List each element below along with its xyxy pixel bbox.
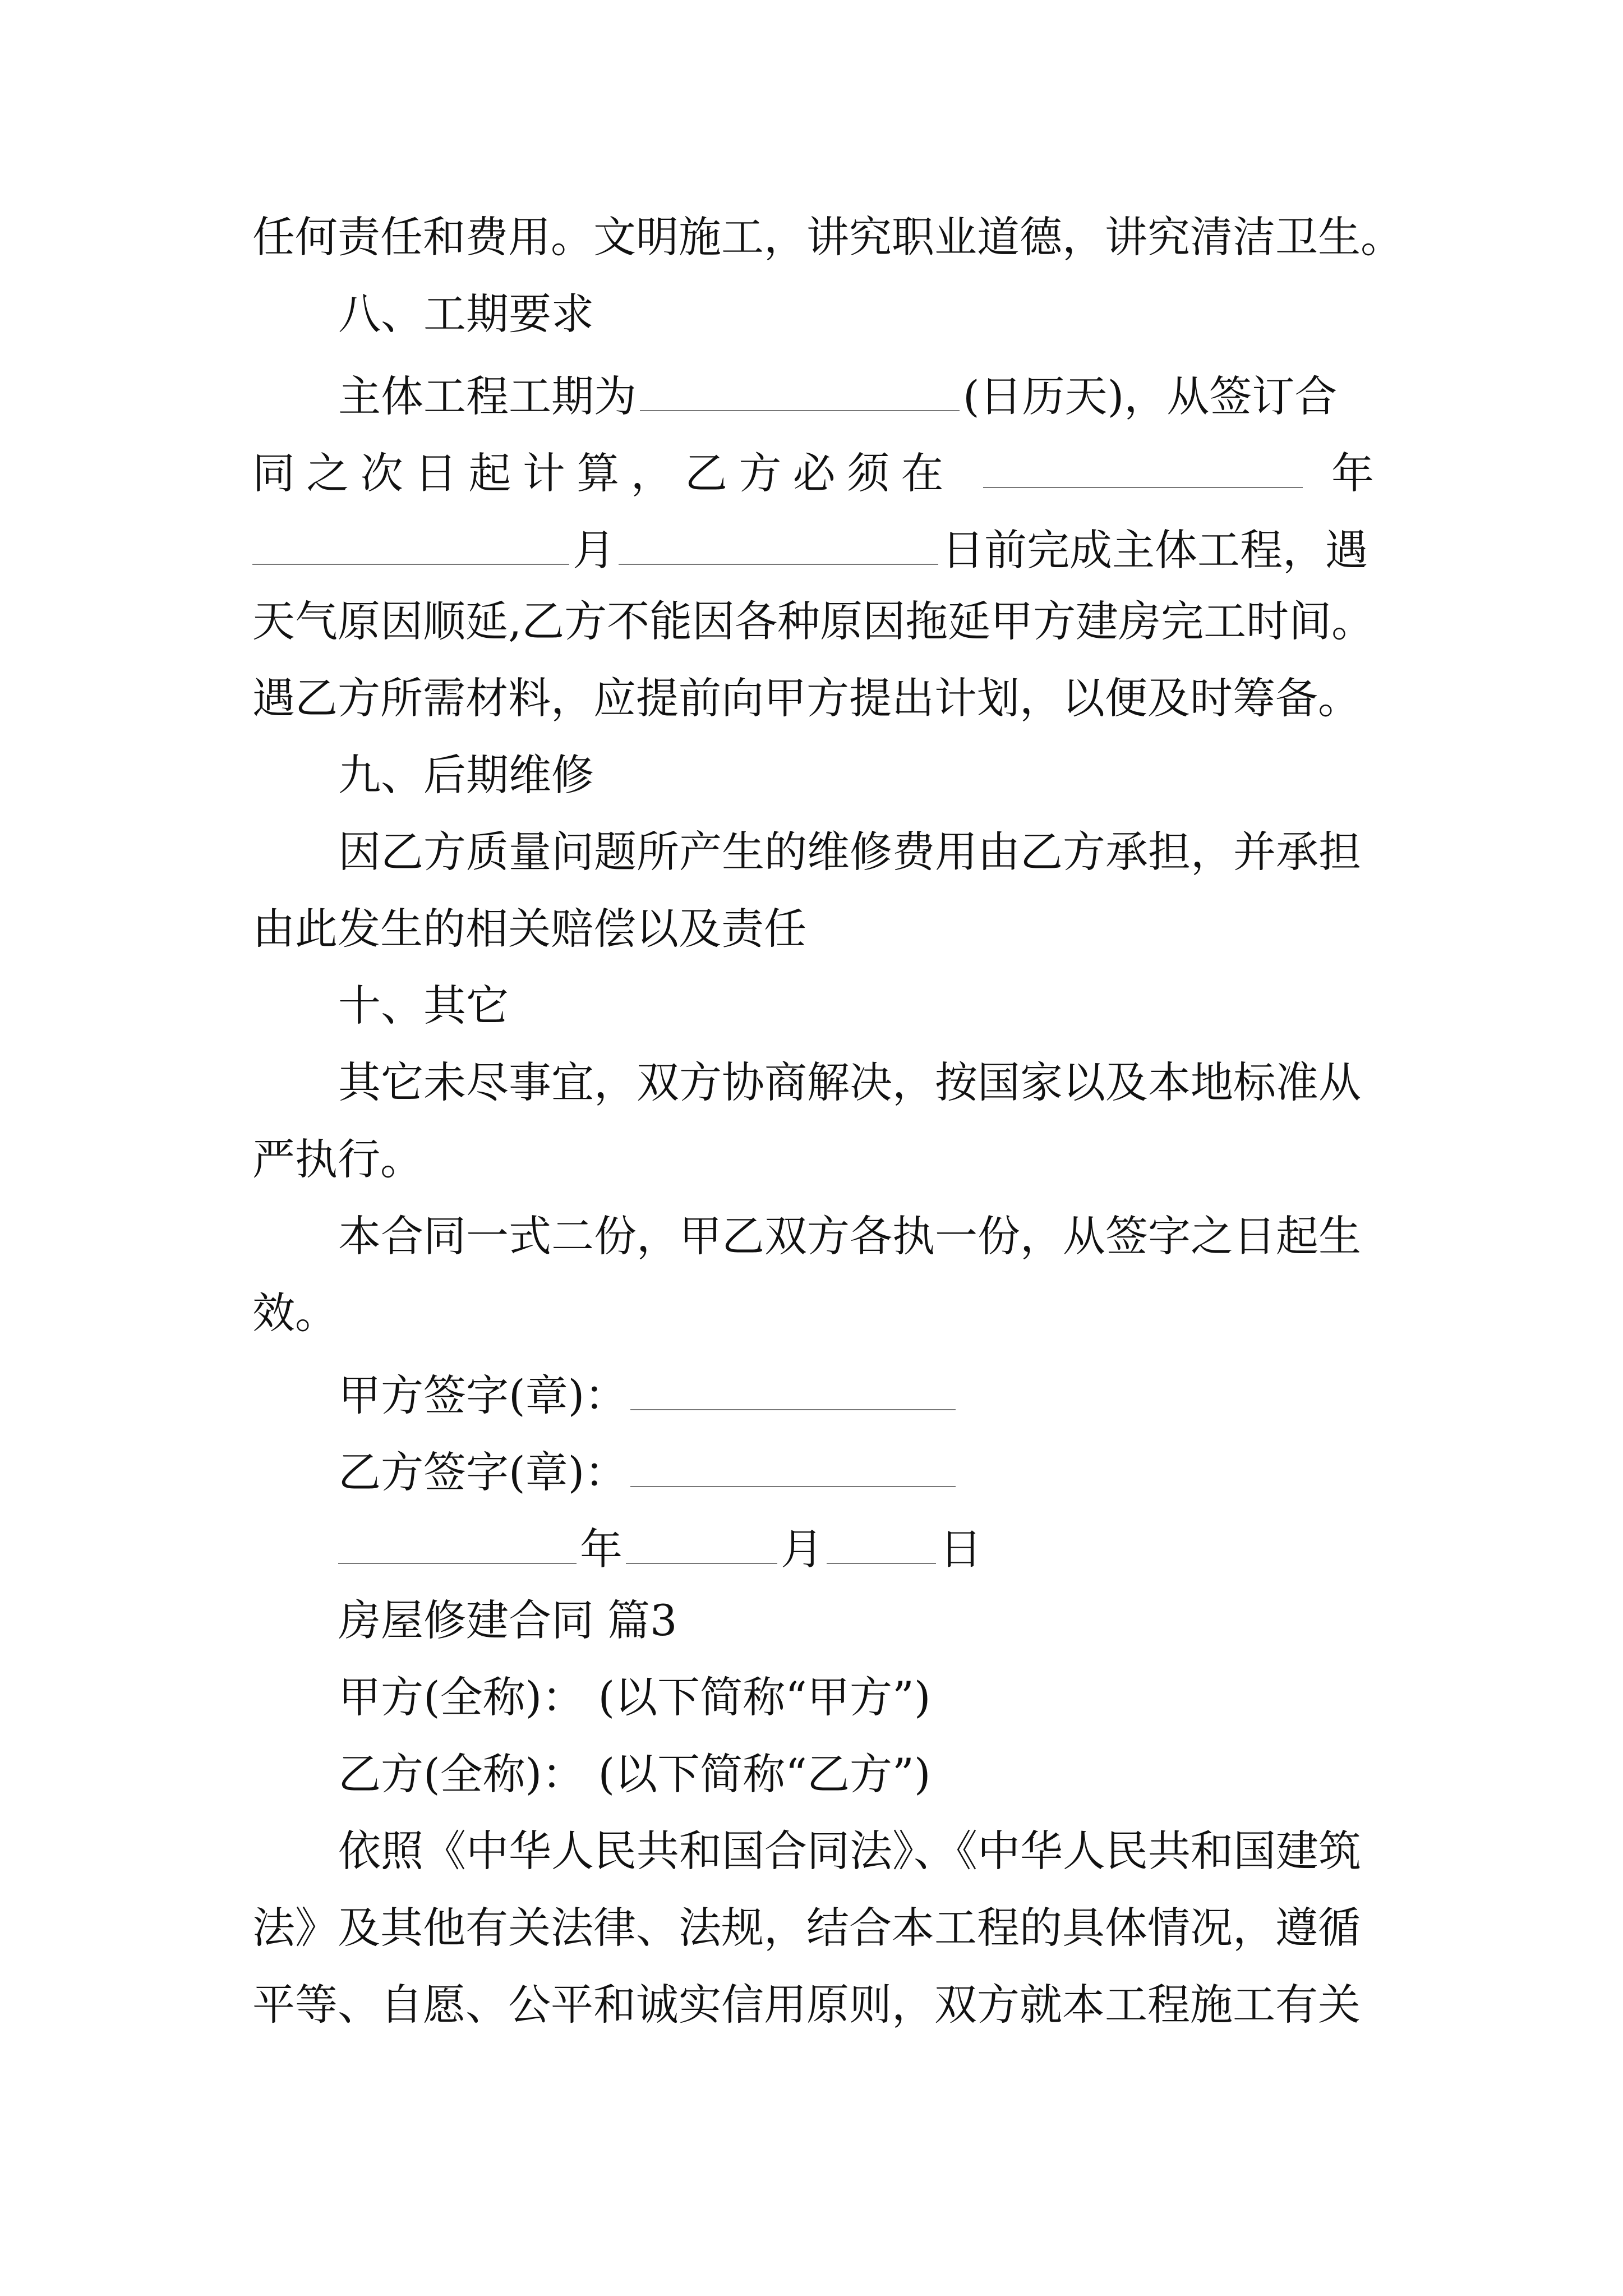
text-fragment: 同之次日起计算，乙方必须在: [252, 448, 955, 499]
text-line: 效。: [252, 1288, 338, 1338]
text-line: [338, 370, 1460, 422]
section-heading-maintenance: 九、后期维修: [338, 750, 594, 800]
text-line: 平等、自愿、公平和诚实信用原则，双方就本工程施工有关: [252, 1980, 1361, 2030]
text-fragment: 主体工程工期为: [338, 371, 637, 422]
section-heading-schedule: 八、工期要求: [338, 289, 594, 339]
fill-blank-signature-a: [630, 1369, 956, 1410]
fill-blank-day: [619, 523, 938, 565]
signature-label: 乙方签字(章)：: [338, 1447, 628, 1498]
fill-blank-date-month: [626, 1522, 777, 1564]
text-fragment: 月: [573, 525, 615, 576]
text-fragment: 日: [939, 1524, 982, 1575]
text-fragment: 日前完成主体工程，遇: [942, 525, 1368, 576]
text-fragment: (日历天)，从签订合: [963, 371, 1338, 422]
fill-blank-period: [640, 370, 960, 411]
text-fragment: 年: [580, 1524, 623, 1575]
signature-label: 甲方签字(章)：: [338, 1370, 628, 1421]
text-line: 严执行。: [252, 1134, 423, 1184]
text-line: 依照《中华人民共和国合同法》、《中华人民共和国建筑: [338, 1826, 1361, 1876]
date-line: [338, 1522, 1460, 1575]
fill-blank-date-year: [338, 1522, 577, 1564]
signature-line-party-a: [338, 1369, 1460, 1421]
text-line: 甲方(全称)： (以下简称“甲方”): [338, 1672, 931, 1722]
signature-line-party-b: [338, 1446, 1460, 1498]
text-line: 任何责任和费用。文明施工，讲究职业道德，讲究清洁卫生。: [252, 212, 1403, 262]
text-line: 由此发生的相关赔偿以及责任: [252, 904, 806, 954]
fill-blank-month: [252, 523, 569, 565]
text-fragment: 月: [781, 1524, 823, 1575]
text-line: 法》及其他有关法律、法规，结合本工程的具体情况，遵循: [252, 1903, 1361, 1953]
text-line: [252, 447, 1374, 499]
text-line: 乙方(全称)： (以下简称“乙方”): [338, 1749, 931, 1799]
text-line: 遇乙方所需材料，应提前向甲方提出计划，以便及时筹备。: [252, 673, 1361, 723]
text-line: 本合同一式二份，甲乙双方各执一份，从签字之日起生: [338, 1211, 1361, 1261]
fill-blank-year: [983, 447, 1303, 488]
text-line: 因乙方质量问题所产生的维修费用由乙方承担，并承担: [338, 827, 1361, 877]
text-fragment: 年: [1331, 448, 1374, 499]
text-line: 天气原因顺延,乙方不能因各种原因拖延甲方建房完工时间。: [252, 596, 1375, 646]
fill-blank-date-day: [827, 1522, 936, 1564]
text-line: [252, 523, 1374, 576]
article-title: 房屋修建合同 篇3: [338, 1595, 677, 1645]
section-heading-other: 十、其它: [338, 981, 509, 1030]
text-line: 其它未尽事宜，双方协商解决，按国家以及本地标准从: [338, 1057, 1361, 1107]
fill-blank-signature-b: [630, 1446, 956, 1487]
